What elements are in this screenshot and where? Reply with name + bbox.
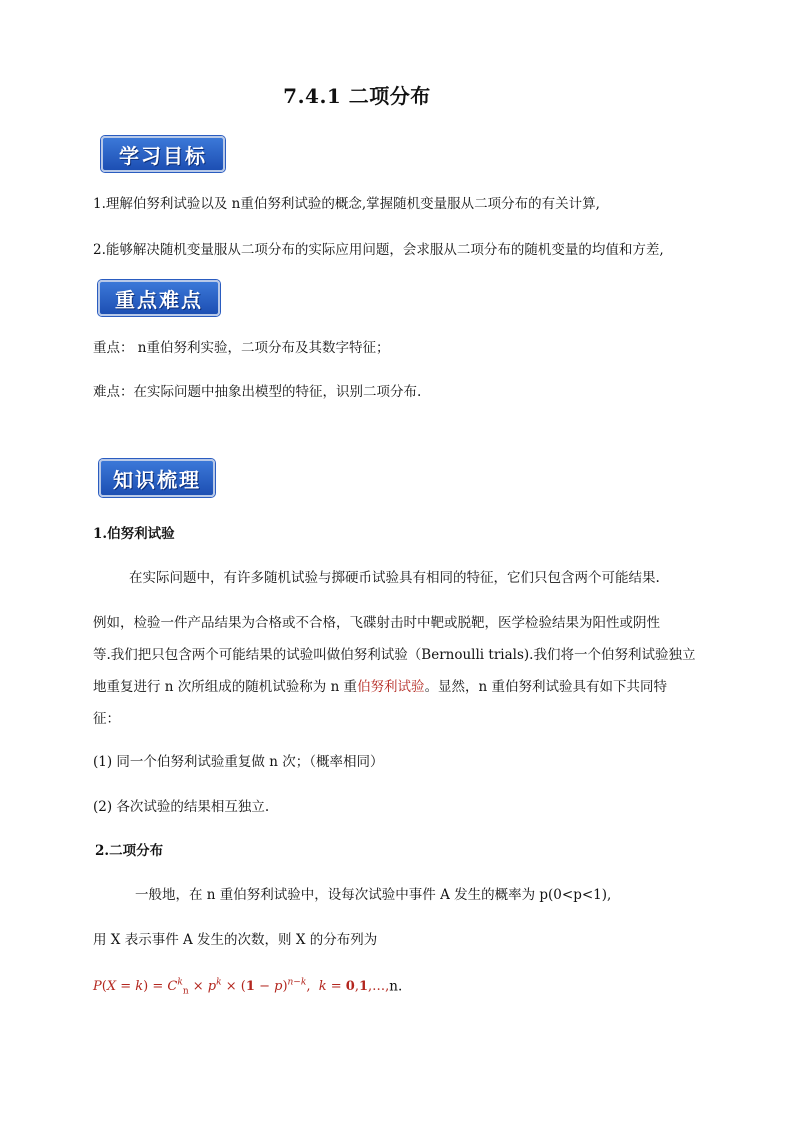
bernoulli-para-line-1: 例如，检验一件产品结果为合格或不合格，飞碟射击时中靶或脱靶，医学检验结果为阳性或阴性 (93, 615, 660, 631)
page-title: 7.4.1 二项分布 (283, 84, 431, 108)
section-heading-binomial: 2.二项分布 (95, 843, 164, 859)
binomial-formula (93, 973, 402, 1002)
bernoulli-intro: 在实际问题中，有许多随机试验与掷硬币试验具有相同的特征，它们只包含两个可能结果. (129, 570, 660, 586)
banner-key-points (98, 280, 220, 316)
text-run: 地重复进行 n 次所组成的随机试验称为 n 重 (93, 679, 358, 695)
bernoulli-para-line-4: 征： (93, 711, 120, 727)
important-point: 重点： n重伯努利实验，二项分布及其数字特征； (93, 340, 390, 356)
banner-label: 学习目标 (119, 143, 207, 168)
feature-2: (2) 各次试验的结果相互独立. (93, 799, 270, 815)
section-heading-bernoulli: 1.伯努利试验 (93, 526, 175, 542)
objective-2: 2.能够解决随机变量服从二项分布的实际应用问题，会求服从二项分布的随机变量的均值和方差, (93, 242, 664, 258)
text-run: 。显然，n 重伯努利试验具有如下共同特 (424, 679, 668, 695)
banner-label: 重点难点 (115, 287, 203, 312)
binomial-line-1: 一般地，在 n 重伯努利试验中，设每次试验中事件 A 发生的概率为 p(0<p<1), (135, 887, 612, 903)
bernoulli-para-line-3 (93, 677, 667, 697)
binomial-line-2: 用 X 表示事件 A 发生的次数，则 X 的分布列为 (93, 932, 378, 948)
banner-learning-objectives (101, 136, 225, 172)
banner-knowledge-review (99, 459, 215, 497)
highlighted-term: 伯努利试验 (357, 679, 425, 695)
difficult-point: 难点：在实际问题中抽象出模型的特征，识别二项分布. (93, 384, 422, 400)
formula-math: $P(X = k) = C^k_n \times p^k \times (1 - p)^{n-k}$, k = 0,1,…, (93, 978, 390, 997)
formula-tail: n. (389, 978, 403, 995)
objective-1: 1.理解伯努利试验以及 n重伯努利试验的概念,掌握随机变量服从二项分布的有关计算, (93, 196, 600, 212)
feature-1: (1) 同一个伯努利试验重复做 n 次；（概率相同） (93, 754, 384, 770)
banner-label: 知识梳理 (113, 467, 201, 492)
bernoulli-para-line-2: 等.我们把只包含两个可能结果的试验叫做伯努利试验（Bernoulli trials).我们将一个伯努利试验独立 (93, 647, 696, 663)
